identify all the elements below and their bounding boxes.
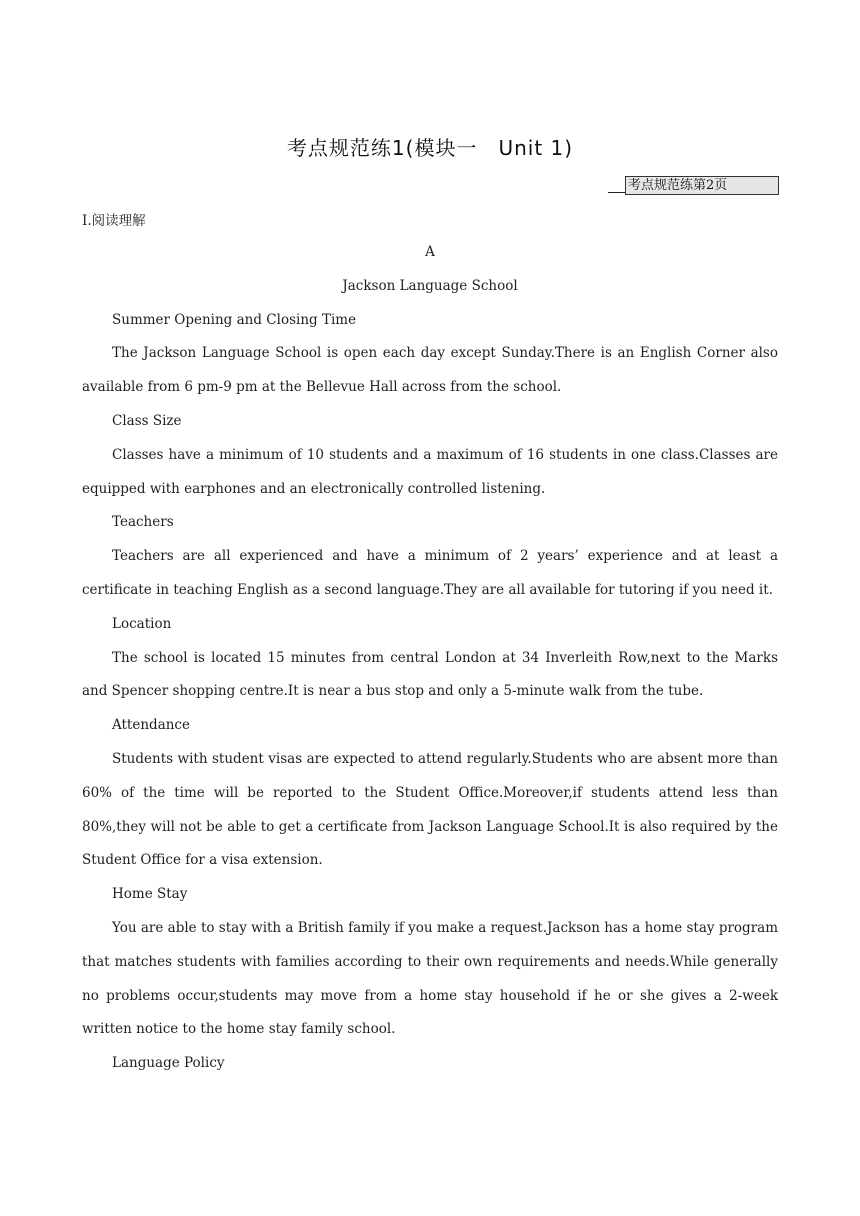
block-heading-home-stay: Home Stay: [112, 886, 188, 903]
block-text-location: The school is located 15 minutes from central London at 34 Inverleith Row,next to the Marks and Spencer shopping centre.It is near a bus stop and only a 5-minute walk from the tube.: [82, 649, 778, 700]
block-text-class-size: Classes have a minimum of 10 students and a maximum of 16 students in one class.Classes are equipped with earphones and an electronically controlled listening.: [82, 446, 778, 497]
page-reference-underline: [608, 192, 625, 193]
block-heading-location: Location: [112, 615, 172, 632]
block-heading-teachers: Teachers: [112, 514, 174, 531]
page-reference-label: 考点规范练第2页: [625, 176, 779, 195]
section-label: Ⅰ.阅读理解: [82, 213, 146, 229]
block-heading-attendance: Attendance: [112, 717, 190, 734]
block-text-opening-time: The Jackson Language School is open each day except Sunday.There is an English Corner also available from 6 pm-9 pm at the Bellevue Hall across from the school.: [82, 345, 778, 396]
passage-letter: A: [425, 244, 435, 260]
block-text-teachers: Teachers are all experienced and have a minimum of 2 years’ experience and at least a certificate in teaching English as a second language.They are all available for tutoring if you need it.: [82, 548, 778, 598]
block-heading-class-size: Class Size: [112, 412, 182, 429]
page-reference: [608, 175, 779, 195]
passage-content: [82, 236, 778, 1081]
block-text-attendance: Students with student visas are expected to attend regularly.Students who are absent more than 60% of the time will be reported to the Student Office.Moreover,if students attend less than 80%,they will not be able to get a certificate from Jackson Language School.It is also required by the Student Office for a visa extension.: [82, 750, 778, 869]
block-heading-language-policy: Language Policy: [112, 1055, 225, 1072]
block-text-home-stay: You are able to stay with a British family if you make a request.Jackson has a home stay program that matches students with families according to their own requirements and needs.While generally no problems occur,students may move from a home stay household if he or she gives a 2-week written notice to the home stay family school.: [82, 919, 778, 1038]
passage-title: Jackson Language School: [342, 277, 518, 294]
block-heading-opening-time: Summer Opening and Closing Time: [112, 311, 357, 328]
page-title: 考点规范练1(模块一 Unit 1): [286, 136, 574, 160]
